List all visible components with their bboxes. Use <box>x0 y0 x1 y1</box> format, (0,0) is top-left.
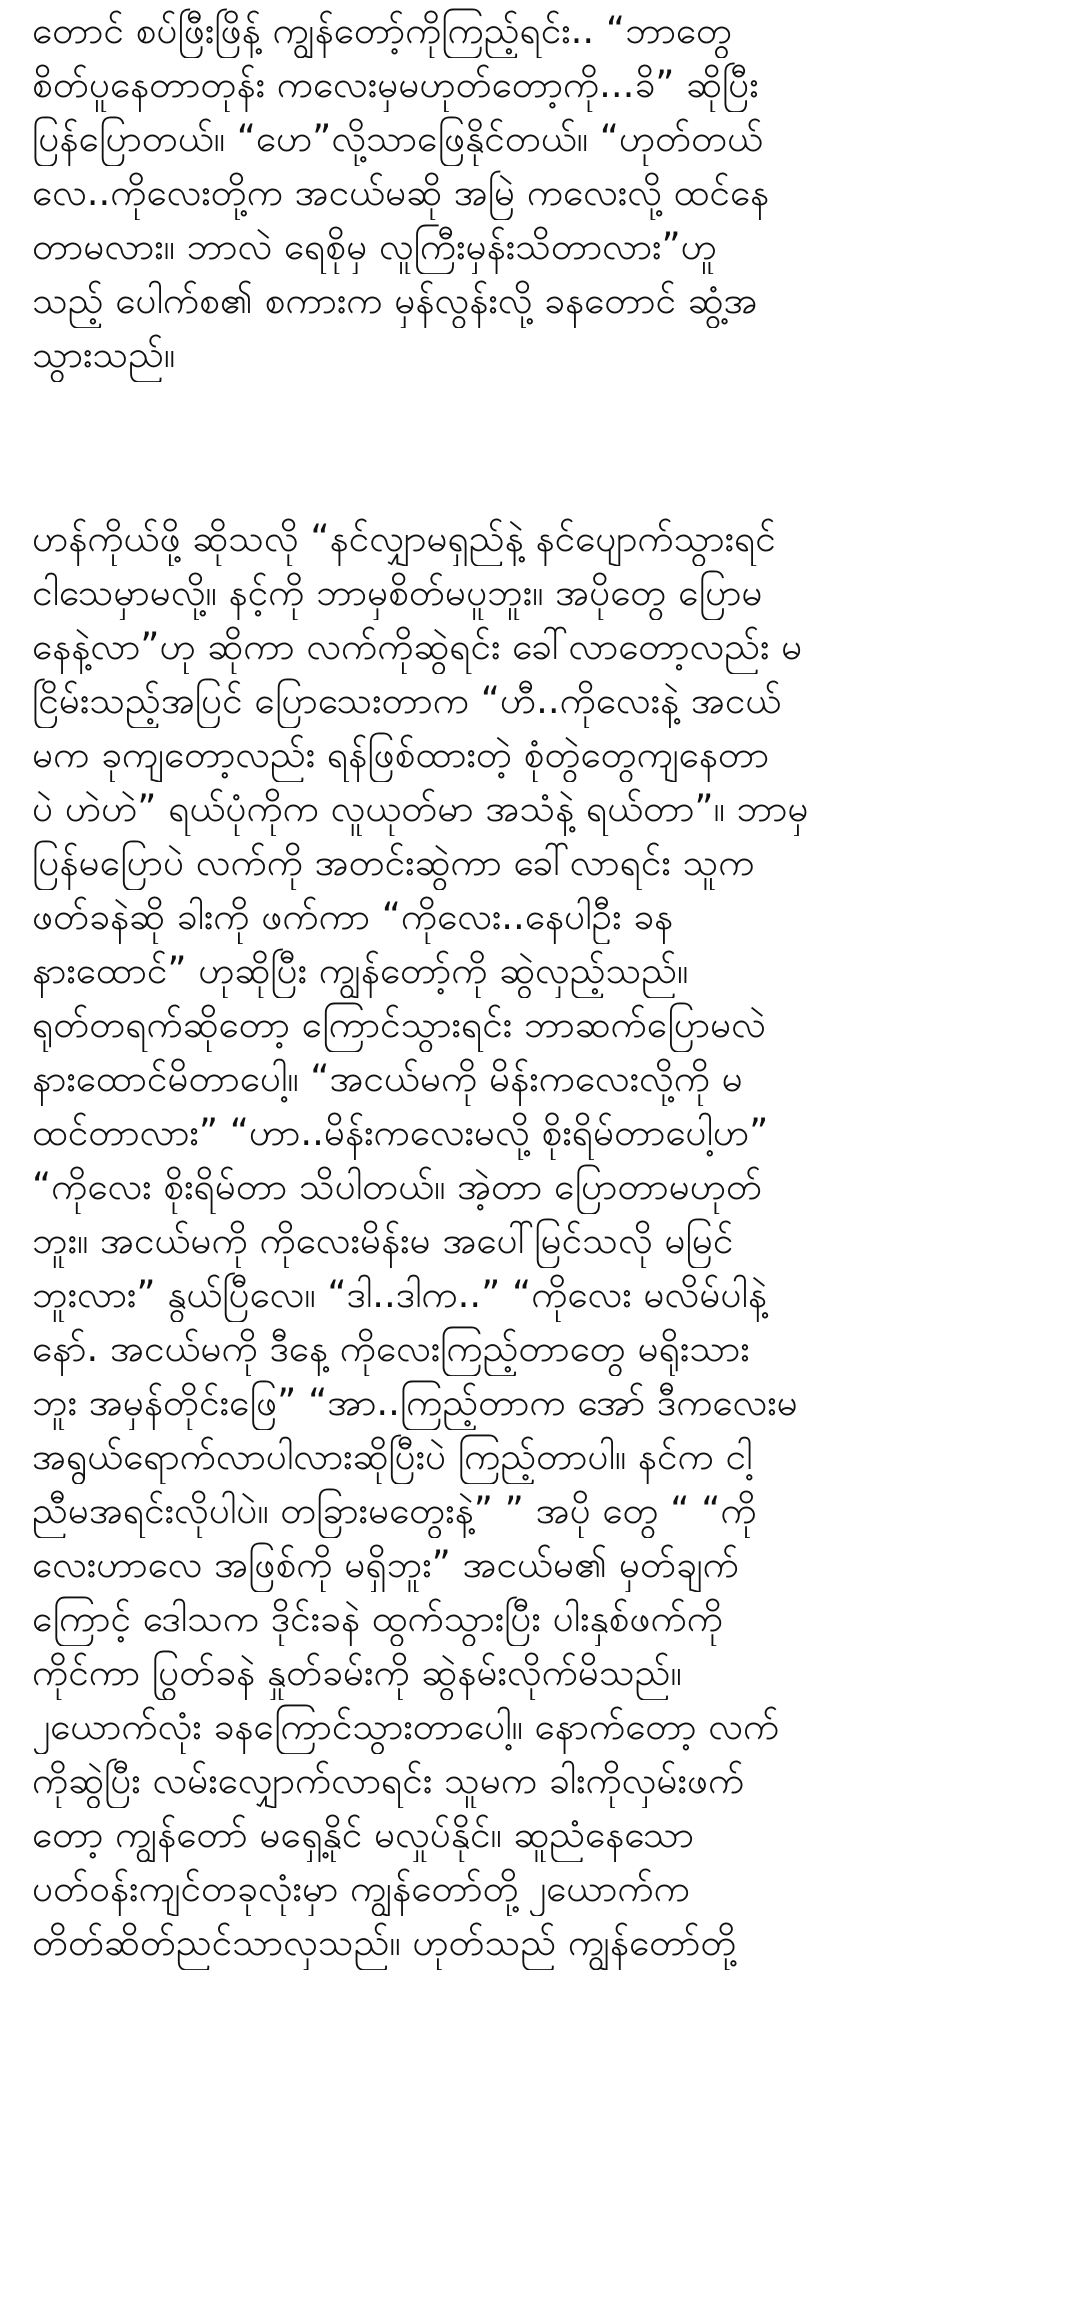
text-line: ညီမအရင်းလိုပါပဲ။ တခြားမတွေးနဲ့” ” အပို တွေ “ “ကို <box>32 1489 757 1532</box>
text-line: ထင်တာလား” “ဟာ..မိန်းကလေးမလို့ စိုးရိမ်တာပေါ့ဟ” <box>32 1111 769 1154</box>
text-line: စိတ်ပူနေတာတုန်း ကလေးမှမဟုတ်တော့ကို...ခိ” ဆိုပြီး <box>32 63 759 106</box>
text-line: ပတ်ဝန်းကျင်တခုလုံးမှာ ကျွန်တော်တို့၂ယောက်က <box>32 1867 690 1910</box>
text-line: တော့ ကျွန်တော် မရှေ့နိုင် မလှုပ်နိုင်။ ဆူညံနေသော <box>32 1813 694 1856</box>
text-line: နေနဲ့လာ”ဟု ဆိုကာ လက်ကိုဆွဲရင်း ခေါ်လာတော့လည်း မ <box>32 625 803 668</box>
text-line: နားထောင်မိတာပေါ့။ “အငယ်မကို မိန်းကလေးလို့ကို မ <box>32 1057 743 1100</box>
text-line: ငြိမ်းသည့်အပြင် ပြောသေးတာက “ဟီ..ကိုလေးနဲ့ အငယ် <box>32 679 782 722</box>
text-line: “ကိုလေး စိုးရိမ်တာ သိပါတယ်။ အဲ့တာ ပြောတာမဟုတ် <box>32 1165 762 1208</box>
text-line: အရွယ်ရောက်လာပါလားဆိုပြီးပဲ ကြည့်တာပါ။ နင်က ငါ့ <box>32 1435 753 1478</box>
text-line: ကိုင်ကာ ပြွတ်ခနဲ နှုတ်ခမ်းကို ဆွဲနမ်းလိုက်မိသည်။ <box>32 1651 682 1694</box>
text-line: နော်. အငယ်မကို ဒီနေ့ ကိုလေးကြည့်တာတွေ မရိုးသား <box>32 1327 750 1370</box>
text-line: မက ခုကျတော့လည်း ရန်ဖြစ်ထားတဲ့ စုံတွဲတွေကျနေတာ <box>32 733 770 776</box>
text-line: ရုတ်တရက်ဆိုတော့ ကြောင်သွားရင်း ဘာဆက်ပြောမလဲ <box>32 1003 766 1046</box>
text-line: ကိုဆွဲပြီး လမ်းလျှောက်လာရင်း သူမက ခါးကိုလှမ်းဖက် <box>32 1759 745 1802</box>
text-line: လေးဟာလေ အဖြစ်ကို မရှိဘူး” အငယ်မ၏ မှတ်ချက် <box>32 1543 739 1586</box>
text-line: ပြန်မပြောပဲ လက်ကို အတင်းဆွဲကာ ခေါ်လာရင်း သူက <box>32 841 755 884</box>
text-line: ဘူးလား” နွယ်ပြီလေ။ “ဒါ..ဒါက..” “ကိုလေး မလိမ်ပါနဲ့ <box>32 1273 767 1316</box>
text-line: ဘူး။ အငယ်မကို ကိုလေးမိန်းမ အပေါ်မြင်သလို မမြင် <box>32 1219 734 1262</box>
text-line: ပြန်ပြောတယ်။ “ဟေ”လို့သာဖြေနိုင်တယ်။ “ဟုတ်တယ် <box>32 117 764 160</box>
text-line: တာမလား။ ဘာလဲ ရေစိုမှ လူကြီးမှန်းသိတာလား”ဟူ <box>32 225 717 268</box>
text-line: ဖတ်ခနဲဆို ခါးကို ဖက်ကာ “ကိုလေး..နေပါဦး ခန <box>32 895 674 938</box>
text-line: ဘူး အမှန်တိုင်းဖြေ” “အာ..ကြည့်တာက အော် ဒီကလေးမ <box>32 1381 798 1424</box>
story-paragraph-2 <box>32 512 1038 1970</box>
story-paragraph-1 <box>32 4 1038 382</box>
text-line: ဟန်ကိုယ်ဖို့ ဆိုသလို “နင်လျှာမရှည်နဲ့ နင်ပျောက်သွားရင် <box>32 517 776 560</box>
text-line: သည့် ပေါက်စ၏ စကားက မှန်လွန်းလို့ ခနတောင် ဆွံ့အ <box>32 279 758 322</box>
text-line: ငါသေမှာမလို့။ နင့်ကို ဘာမှစိတ်မပူဘူး။ အပိုတွေ ပြောမ <box>32 571 763 614</box>
text-line: ပဲ ဟဲဟဲ” ရယ်ပုံကိုက လူယုတ်မာ အသံနဲ့ ရယ်တာ”။ ဘာမှ <box>32 787 809 830</box>
text-line: ၂ယောက်လုံး ခနကြောင်သွားတာပေါ့။ နောက်တော့ လက် <box>32 1705 780 1748</box>
text-line: နားထောင်” ဟုဆိုပြီး ကျွန်တော့်ကို ဆွဲလှည့်သည်။ <box>32 949 689 992</box>
text-line: သွားသည်။ <box>32 333 176 376</box>
text-line: ကြောင့် ဒေါသက ဒိုင်းခနဲ ထွက်သွားပြီး ပါးနှစ်ဖက်ကို <box>32 1597 723 1640</box>
text-line: တိတ်ဆိတ်ညင်သာလှသည်။ ဟုတ်သည် ကျွန်တော်တို့ <box>32 1921 737 1964</box>
text-line: တောင် စပ်ဖြီးဖြိန့် ကျွန်တော့်ကိုကြည့်ရင်း.. “ဘာတွေ <box>32 9 733 52</box>
text-line: လေ..ကိုလေးတို့က အငယ်မဆို အမြဲ ကလေးလို့ ထင်နေ <box>32 171 770 214</box>
